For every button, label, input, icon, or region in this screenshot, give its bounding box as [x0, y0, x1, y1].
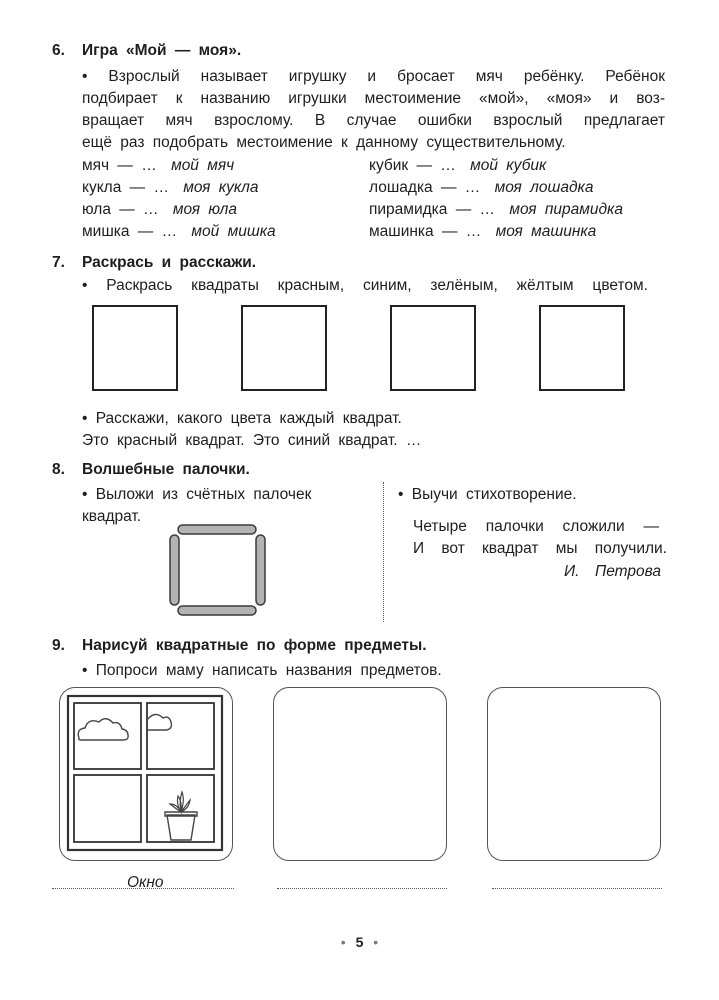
task-9-title: Нарисуй квадратные по форме предметы. — [82, 637, 427, 654]
task-6-text-line-4: ещё раз подобрать местоимение к данному существительному. — [82, 134, 566, 151]
task-6-text-line-2: подбирает к названию игрушки местоимение «мой», «моя» и воз- — [82, 90, 665, 107]
task-9-number: 9. — [52, 637, 65, 654]
color-square-3[interactable] — [390, 305, 476, 391]
flower-pot-icon — [167, 815, 195, 840]
pair-left-2 — [82, 177, 259, 199]
task-8-title: Волшебные палочки. — [82, 461, 250, 478]
pair-word: пирамидка — … — [369, 201, 496, 218]
task-6-text-line-1: • Взрослый называет игрушку и бросает мяч ребёнку. Ребёнок — [82, 68, 665, 85]
pair-word: мяч — … — [82, 157, 157, 174]
pair-left-4 — [82, 221, 276, 243]
drawing-box-window[interactable] — [59, 687, 233, 861]
color-square-1[interactable] — [92, 305, 178, 391]
pair-answer: моя машинка — [495, 223, 597, 240]
pair-right-3 — [369, 199, 623, 221]
pair-right-1 — [369, 155, 546, 177]
pair-answer: мой мяч — [171, 157, 235, 174]
task-7-instruction: • Раскрась квадраты красным, синим, зелёным, жёлтым цветом. — [82, 277, 648, 294]
pair-answer: моя юла — [172, 201, 238, 218]
cloud-icon — [79, 719, 129, 740]
task-6-text-line-3: вращает мяч взрослому. В случае ошибки взрослый предлагает — [82, 112, 665, 129]
window-drawing — [58, 686, 232, 860]
task-8-right-intro: • Выучи стихотворение. — [398, 486, 577, 503]
pair-answer: моя пирамидка — [509, 201, 623, 218]
stick-top — [178, 525, 256, 534]
task-6-number: 6. — [52, 42, 65, 59]
dot-icon: • — [373, 934, 379, 950]
caption-line-3[interactable] — [492, 888, 662, 889]
pair-word: кукла — … — [82, 179, 169, 196]
stick-right — [256, 535, 265, 605]
caption-line-2[interactable] — [277, 888, 447, 889]
task-7-number: 7. — [52, 254, 65, 271]
pair-right-4 — [369, 221, 596, 243]
pair-left-1 — [82, 155, 234, 177]
pair-answer: мой кубик — [470, 157, 547, 174]
counting-sticks-square — [166, 522, 270, 618]
poem-line-1: Четыре палочки сложили — — [413, 518, 659, 535]
pair-word: мишка — … — [82, 223, 178, 240]
pair-answer: моя лошадка — [494, 179, 594, 196]
cloud-icon — [147, 715, 171, 731]
poem-line-2: И вот квадрат мы получили. — [413, 540, 667, 557]
page-number — [0, 934, 719, 950]
pair-answer: моя кукла — [183, 179, 259, 196]
task-7-example: Это красный квадрат. Это синий квадрат. … — [82, 432, 422, 449]
pair-word: машинка — … — [369, 223, 482, 240]
pair-answer: мой мишка — [191, 223, 276, 240]
pair-word: лошадка — … — [369, 179, 481, 196]
pair-right-2 — [369, 177, 593, 199]
task-8-number: 8. — [52, 461, 65, 478]
dot-icon: • — [340, 934, 346, 950]
task-8-left-line-1: • Выложи из счётных палочек — [82, 486, 312, 503]
stick-left — [170, 535, 179, 605]
drawing-box-3[interactable] — [487, 687, 661, 861]
task-6-title: Игра «Мой — моя». — [82, 42, 242, 59]
caption-window: Окно — [127, 874, 164, 891]
task-7-title: Раскрась и расскажи. — [82, 254, 257, 271]
page-number-value: 5 — [355, 934, 364, 950]
pair-word: кубик — … — [369, 157, 456, 174]
plant-icon — [170, 792, 190, 812]
task-7-tell: • Расскажи, какого цвета каждый квадрат. — [82, 410, 402, 427]
column-divider — [383, 482, 384, 622]
pair-word: юла — … — [82, 201, 159, 218]
poem-author: И. Петрова — [564, 563, 661, 580]
stick-bottom — [178, 606, 256, 615]
color-square-4[interactable] — [539, 305, 625, 391]
color-square-2[interactable] — [241, 305, 327, 391]
drawing-box-2[interactable] — [273, 687, 447, 861]
pair-left-3 — [82, 199, 237, 221]
task-9-instruction: • Попроси маму написать названия предметов. — [82, 662, 442, 679]
task-8-left-line-2: квадрат. — [82, 508, 142, 525]
